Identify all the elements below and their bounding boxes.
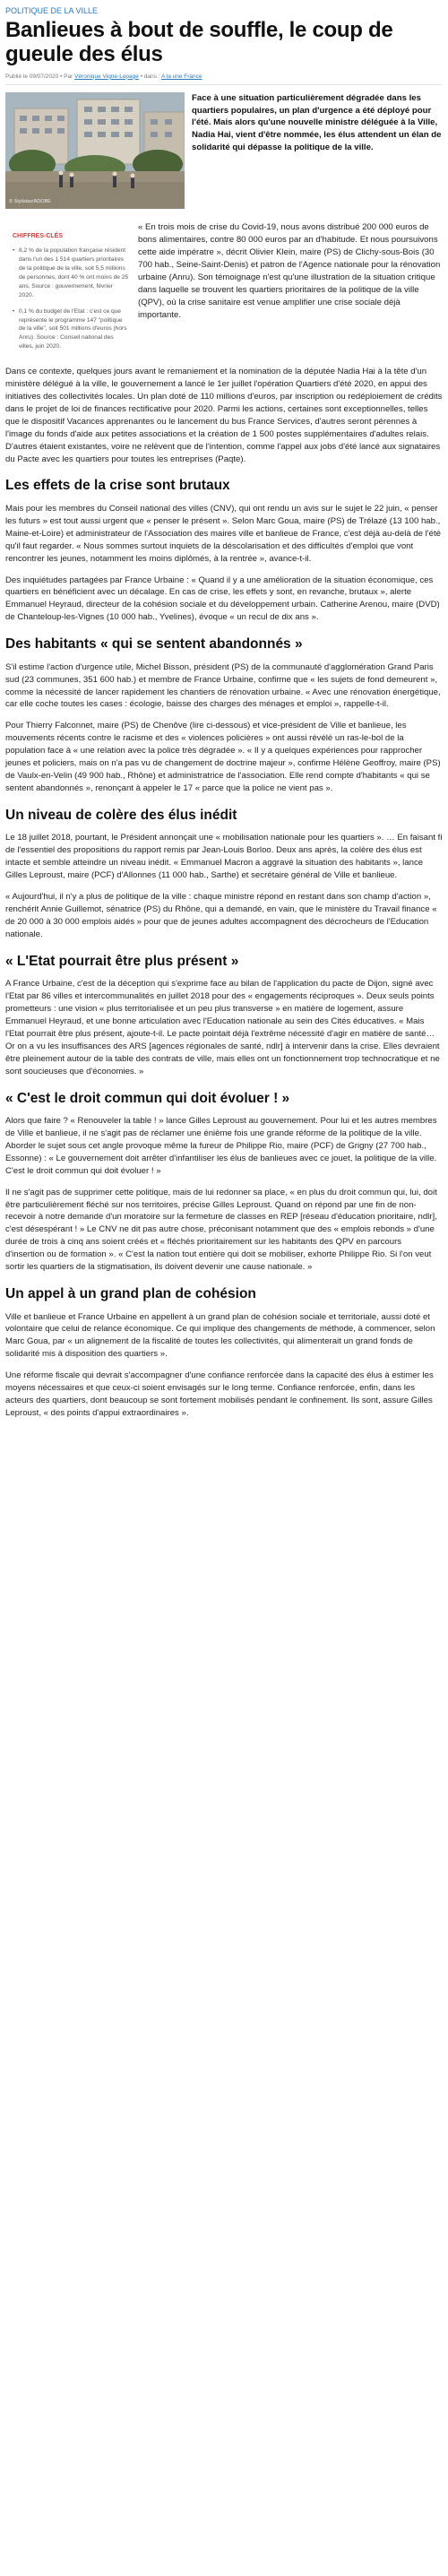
lead-block: [5, 92, 443, 209]
article-kicker[interactable]: POLITIQUE DE LA VILLE: [5, 6, 99, 15]
key-figure-item: • 0,1 % du budget de l'Etat : c'est ce que représente le programme 147 "politique de la ville", soit 501 millions d'euros (hors Anru). Source : Conseil national des villes, juin 2020.: [13, 307, 129, 351]
section-heading: « L'Etat pourrait être plus présent »: [5, 953, 239, 969]
key-figures-title: CHIFFRES-CLÉS: [13, 233, 63, 240]
byline-section-link[interactable]: A la une France: [160, 73, 202, 80]
byline-in: • dans :: [140, 73, 160, 80]
section-droit-commun: [5, 1091, 443, 1274]
section-paragraph: A France Urbaine, c'est de la déception qui s'exprime face au bilan de l'application du pacte de Dijon, signé avec l'Etat par 86 villes et intercommunalités en juillet 2018 pour des « engagements réciproques ». Deux seuls points prometteurs : une vision « plus territorialisée et un peu plus transverse » en matière de logement, assure Emmanuel Heyraud, et une bonne articulation avec l'Education nationale au sein des Cités éducatives. « Mais l'Etat pourrait être plus présent, ajoute-t-il. Le pacte pointait déjà l'extrême nécessité d'agir en matière de santé… Or on a vu les insuffisances des ARS [agences régionales de santé, ndlr] à intervenir dans la crise. Elles devraient être pleinement autour de la table des contrats de ville, mais elles ont un fonctionnement trop technocratique et ne sont soucieuses que d'économies. »: [5, 979, 440, 1076]
section-etat-present: [5, 954, 443, 1078]
section-paragraph: S'il estime l'action d'urgence utile, Michel Bisson, président (PS) de la communauté d'agglomération Grand Paris sud (23 communes, 351 600 hab.) et membre de France Urbaine, confirme que « les sujets de fond demeurent », comme la nécessité de lancer rapidement les chantiers de rénovation urbaine. « Avec une rénovation énergétique, car elle coche toutes les cases : écologie, baisse des charges des ménages et emploi », rappelle-t-il.: [5, 661, 441, 710]
section-heading: « C'est le droit commun qui doit évoluer ! »: [5, 1090, 290, 1106]
section-paragraph: Ville et banlieue et France Urbaine en appellent à un grand plan de cohésion sociale et territoriale, aussi doté et volontaire que celui de relance économique. Ce qui implique des changements de méthode, à commencer, selon Marc Goua, par « un alignement de la fiscalité de toutes les collectivités, qui alimenterait un grand fonds de solidarité mis à disposition des quartiers ».: [5, 1311, 435, 1360]
section-heading: Un appel à un grand plan de cohésion: [5, 1285, 256, 1301]
section-paragraph: Une réforme fiscale qui devrait s'accompagner d'une confiance renforcée dans la capacité des élus à estimer les moyens nécessaires et que ceux-ci soient envisagés sur le long terme. Confiance renforcée, enfin, dans les acteurs des quartiers, dont beaucoup se sont fortement mobilisés pendant le confinement. Ils sont, assure Gilles Leproust, « des points d'appui extraordinaires ».: [5, 1370, 434, 1418]
article-lead: Face à une situation particulièrement dégradée dans les quartiers populaires, un plan d'urgence a été déployé pour l'été. Mais alors qu'une nouvelle ministre déléguée à la Ville, Nadia Hai, vient d'être nommée, les élus attendent un élan de solidarité qui dépasse la politique de la ville.: [192, 93, 442, 152]
lead-photo: [5, 92, 185, 209]
photo-credit: © Stylistaz/ADOBE: [9, 199, 51, 205]
intro-paragraph: « En trois mois de crise du Covid-19, nous avons distribué 200 000 euros de bons alimentaires, contre 80 000 euros par an d'habitude. Et nous poursuivons cette aide impératre », décrit Olivier Klein, maire (PS) de Clichy-sous-Bois (30 700 hab., Seine-Saint-Denis) et patron de l'Agence nationale pour la rénovation urbaine (Anru). Son témoignage n'est qu'une illustration de la situation critique dans laquelle se trouvent les quartiers prioritaires de la politique de la ville (QPV), où la crise sanitaire est venue amplifier une crise sociale déjà importante.: [138, 222, 441, 320]
section-plan-cohesion: [5, 1286, 443, 1420]
section-effets-crise: [5, 478, 443, 624]
intro-first-paragraph-column: [138, 221, 443, 359]
section-habitants-abandonnes: [5, 636, 443, 795]
section-heading: Les effets de la crise sont brutaux: [5, 478, 230, 494]
byline-published: Publié le 09/07/2020 • Par: [5, 73, 73, 80]
byline-author-link[interactable]: Véronique Vigne-Lepage: [74, 73, 139, 80]
section-heading: Des habitants « qui se sentent abandonnés »: [5, 636, 303, 653]
section-paragraph: Pour Thierry Falconnet, maire (PS) de Chenôve (lire ci-dessous) et vice-président de Ville et banlieue, les mouvements récents contre le racisme et des « violences policières » ont aussi révélé un ras-le-bol de la population face à « une relation avec la police très dégradée ». « Il y a quelques expériences pour rapprocher jeunes et policiers, mais on n'a pas vu de changement de doctrine majeur », confirme Hélène Geoffroy, maire (PS) de Vaulx-en-Velin (49 900 hab., Rhône) et administratrice de l'association. Elle rend compte d'habitants « qui se sentent abandonnés », renonçant à appeler le 17 « parce que la police ne vient pas ».: [5, 721, 441, 793]
article-byline: [5, 73, 443, 85]
section-paragraph: Mais pour les membres du Conseil national des villes (CNV), qui ont rendu un avis sur le sujet le 22 juin, « penser les futurs » est tout aussi urgent que « penser le présent ». Selon Marc Goua, maire (PS) de Trélazé (13 100 hab., Maine-et-Loire) et administrateur de l'Association des maires ville et banlieue de France, c'est déjà au-delà de l'été qu'il faut regarder. « Nous sommes surtout inquiets de la déscolarisation et des difficultés d'emploi que vont rencontrer les jeunes, notamment les moins diplômés, à la rentrée », avance-t-il.: [5, 504, 441, 564]
article-title: Banlieues à bout de souffle, le coup de gueule des élus: [5, 18, 393, 66]
key-figures-box: [13, 232, 129, 359]
section-colere-elus: [5, 808, 443, 941]
intro-paragraph: Dans ce contexte, quelques jours avant le remaniement et la nomination de la députée Nadia Hai à la tête d'un ministère délégué à la ville, le gouvernement a lancé le 1er juillet l'opération Quartiers d'été 2020, en appui des initiatives des collectivités locales. Un plan doté de 110 millions d'euros, par inscription ou redéploiement de crédits dans le projet de loi de finances rectificative pour 2020. Parmi les actions, certaines sont exceptionnelles, telles que le dispositif Vacances apprenantes ou le lancement du bus France Services, d'autres seront pérennes à l'image du fonds d'aide aux petites associations et la création de 1 500 postes supplémentaires d'adultes relais. D'autres étaient existantes, voire ne relèvent que de l'intention, comme l'appel aux jobs d'été lancé aux signataires du Pacte avec les quartiers pour toutes les entreprises (Paqte).: [5, 367, 443, 464]
section-paragraph: Le 18 juillet 2018, pourtant, le Président annonçait une « mobilisation nationale pour les quartiers ». … En faisant fi de l'essentiel des propositions du rapport remis par Jean-Louis Borloo. Deux ans après, la colère des élus est intacte et semble atteindre un niveau inédit. « Emmanuel Macron a aggravé la situation des habitants », lance Gilles Leproust, maire (PCF) d'Allonnes (11 000 hab., Sarthe) et secrétaire général de Ville et banlieue.: [5, 833, 443, 881]
lead-photo-illustration: [5, 92, 185, 209]
section-heading: Un niveau de colère des élus inédit: [5, 807, 237, 823]
key-figure-item: • 8,2 % de la population française résident dans l'un des 1 514 quartiers prioritaires de la politique de la ville, soit 5,5 millions de personnes, dont 40 % ont moins de 25 ans. Source : gouvernement, février 2020.: [13, 246, 129, 299]
intro-block: [5, 221, 443, 359]
section-paragraph: « Aujourd'hui, il n'y a plus de politique de la ville : chaque ministre répond en restant dans son champ d'action », renchérit Annie Guillemot, sénatrice (PS) du Rhône, qui a demandé, en vain, que le ministère du Travail finance « de 20 000 à 30 000 emplois aidés » pour que de jeunes adultes accompagnent des décrocheurs de l'Education nationale.: [5, 892, 437, 939]
section-paragraph: Des inquiétudes partagées par France Urbaine : « Quand il y a une amélioration de la situation économique, ces quartiers en bénéficient avec un décalage. En cas de crise, les effets y sont, en revanche, brutaux », alerte Emmanuel Heyraud, directeur de la cohésion sociale et du développement urbain. Catherine Arenou, maire (DVD) de Chanteloup-les-Vignes (10 000 hab., Yvelines), évoque « un recul de dix ans ».: [5, 575, 440, 623]
section-paragraph: Alors que faire ? « Renouveler la table ! » lance Gilles Leproust au gouvernement. Pour lui et les autres membres de Ville et banlieue, il ne s'agit pas de réclamer une énième fois une grande réforme de la politique de la ville. Aborder le sujet sous cet angle provoque même la fureur de Philippe Rio, maire (PCF) de Grigny (27 700 hab., Essonne) : « Le gouvernement doit arrêter d'infantiliser les élus de banlieues avec ce jouet, la politique de la ville. C'est le droit commun qui doit évoluer ! »: [5, 1116, 437, 1176]
section-paragraph: Il ne s'agit pas de supprimer cette politique, mais de lui redonner sa place, « en plus du droit commun qui, lui, doit être particulièrement fléché sur nos territoires, précise Gilles Leproust. Quand on répond par une fin de non-recevoir à notre demande d'un moratoire sur la fermeture de classes en REP [réseau d'éducation prioritaire, ndlr], c'est désespérant ! » Le CNV ne dit pas autre chose, préconisant notamment que des « emplois rebonds » d'une durée de trois à cinq ans soient créés et « fléchés prioritairement sur les habitants des QPV en parcours d'insertion ou de formation ». « C'est la nation tout entière qui doit se mobiliser, exhorte Philippe Rio. Si l'on veut sortir les quartiers de la stigmatisation, ils doivent devenir une cause nationale. »: [5, 1187, 437, 1273]
key-figures-list: [13, 246, 129, 351]
